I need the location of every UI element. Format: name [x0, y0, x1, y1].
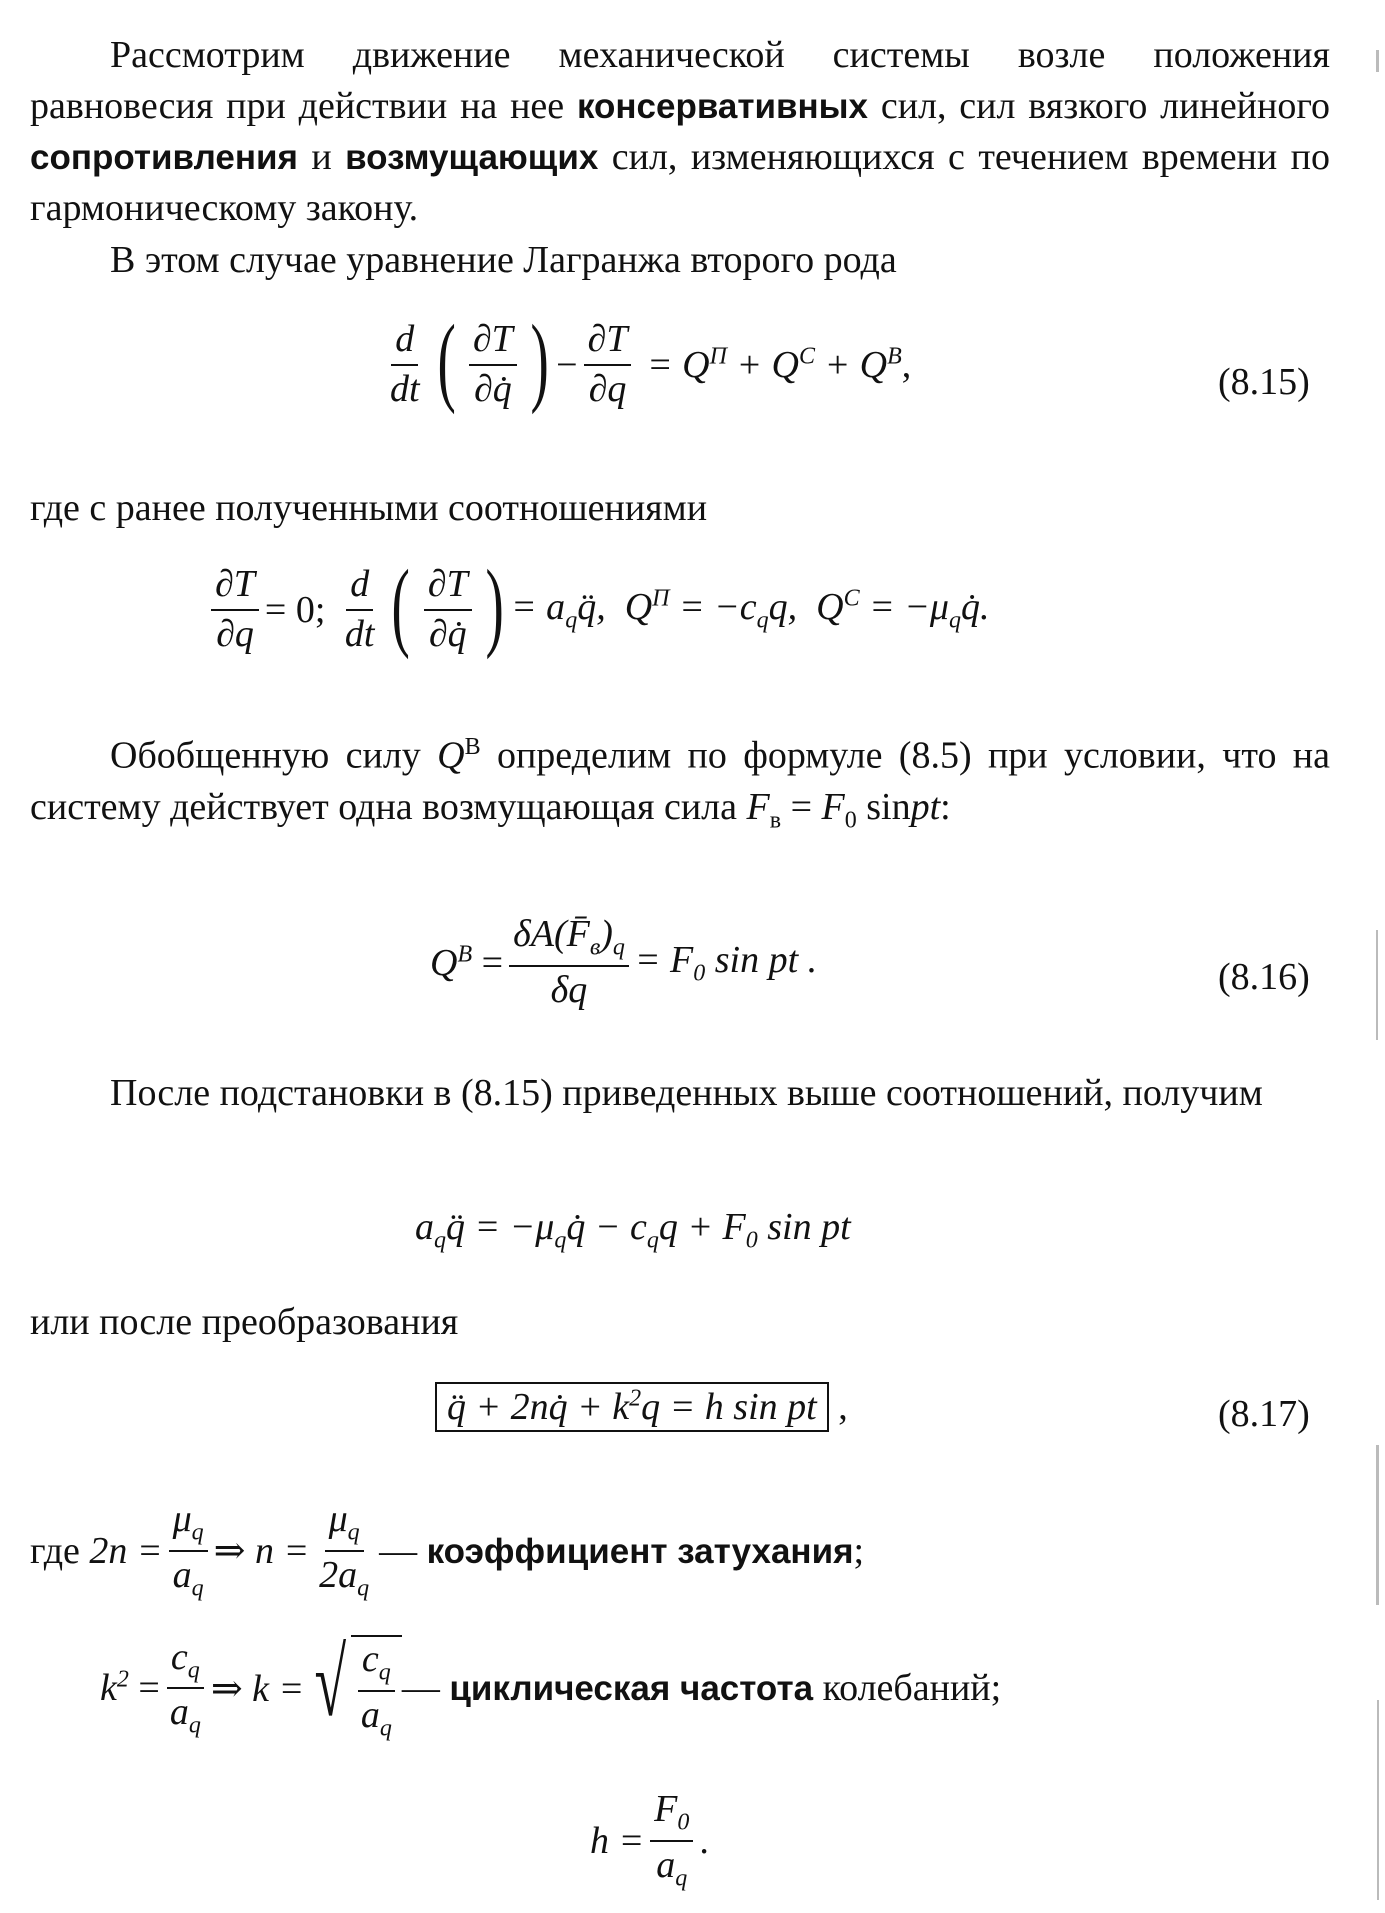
eq-term: q [565, 607, 578, 634]
text-run: — [401, 1667, 450, 1710]
eq-term: dt [344, 613, 375, 655]
bold-term-frequency: циклическая частота [449, 1669, 814, 1709]
eq-term: , [838, 1386, 848, 1428]
scan-edge-mark [1377, 1700, 1379, 1900]
eq-term: Q [816, 586, 844, 629]
eq-term: ∂q̇ [473, 368, 512, 410]
equation-8-16 [430, 915, 817, 1011]
eq-term: ∂T [211, 565, 259, 611]
eq-term: q [188, 1712, 201, 1739]
eq-term: 0 [745, 1227, 758, 1254]
eq-term: c [170, 1635, 188, 1678]
eq-term: = −c [669, 586, 757, 629]
eq-term: q̇. [960, 586, 990, 629]
eq-term: q [379, 1715, 392, 1742]
eq-term: − [556, 344, 578, 386]
equation-relations: $\frac{\partial T}{\partial q}$ = 0; $\frac{d}{dt}$ ( $\frac{\partial T}{\partial q̇}$ ) = $a_qq̈$, $Q^П = -c_qq$, $Q^C$ = $-\mu_qq̇$. [205, 565, 989, 655]
eq-term: = Q [646, 344, 710, 386]
text-run: B [464, 734, 481, 760]
eq-term: q [187, 1657, 200, 1684]
text-run: где [30, 1529, 80, 1572]
eq-term: 0 [677, 1809, 690, 1836]
text-run: pt [910, 785, 941, 828]
bold-term-damping: коэффициент затухания [426, 1531, 854, 1571]
eq-term: ∂T [584, 320, 632, 366]
text-run: и [297, 136, 346, 178]
eq-term: C [843, 585, 860, 612]
eq-term: 2 [116, 1666, 129, 1693]
eq-term: μ [172, 1498, 192, 1540]
eq-term: q [756, 607, 769, 634]
eq-term: 0 [693, 960, 706, 987]
text-run: колебаний; [813, 1667, 1002, 1710]
eq-term: 2a [319, 1553, 358, 1596]
equation-number-8-16: (8.16) [1218, 956, 1310, 998]
equation-8-17 [435, 1385, 848, 1429]
eq-term: q [347, 1519, 360, 1546]
eq-term: a [172, 1553, 192, 1596]
eq-term: q = h sin pt [641, 1386, 817, 1428]
eq-term: d [346, 565, 373, 611]
text-run: F [821, 785, 845, 828]
definition-frequency [100, 1629, 1002, 1742]
text-run: сил, сил вязкого линейного [868, 85, 1330, 127]
equation-number-8-17: (8.17) [1218, 1393, 1310, 1435]
bold-term-disturbing: возмущающих [345, 138, 599, 177]
eq-term: в [589, 934, 601, 961]
eq-term: ) [600, 913, 613, 955]
eq-term: = [481, 941, 504, 984]
eq-term: dt [390, 368, 420, 410]
eq-term: 2 [629, 1385, 642, 1412]
eq-term: q̈ = −μ [446, 1206, 555, 1248]
text-run: — [379, 1529, 427, 1572]
bold-term-conservative: консервативных [576, 87, 869, 126]
eq-term: ∂q [588, 368, 627, 410]
eq-term: q [646, 1227, 659, 1254]
eq-term: F [654, 1788, 678, 1830]
equation-8-15: $\frac{d}{dt}$ ( $\frac{\partial T}{\partial q̇}$ ) − $\frac{\partial T}{\partial q}$ = $Q^П + Q^C + Q^B$, [380, 320, 911, 410]
definition-h [590, 1790, 709, 1892]
eq-term: B [887, 343, 902, 370]
eq-term: 2n = [89, 1529, 163, 1572]
eq-term: ⇒ n = [213, 1530, 310, 1573]
scan-edge-mark [1376, 1445, 1379, 1605]
eq-term: q [378, 1659, 391, 1686]
eq-term: q [554, 1227, 567, 1254]
paragraph-lagrange-intro: В этом случае уравнение Лагранжа второго рода [110, 239, 897, 281]
eq-term: δA(F̄ [513, 913, 590, 955]
eq-term: + Q [726, 344, 799, 386]
eq-term: ∂T [469, 320, 517, 366]
equation-motion [415, 1205, 851, 1255]
text-run: сил, изменяющихся с течением времени по гармоническому закону. [30, 136, 1330, 229]
eq-term: μ [328, 1498, 348, 1540]
eq-term: = 0; [264, 589, 326, 631]
eq-term: a [360, 1693, 380, 1736]
eq-term: q̈, [577, 586, 606, 629]
eq-term: + Q [815, 344, 888, 386]
text-run: F [746, 785, 770, 828]
text-run: в [769, 807, 782, 834]
eq-term: ⇒ k = [210, 1667, 305, 1710]
definition-damping [30, 1500, 864, 1602]
eq-term: k [100, 1667, 117, 1710]
eq-term: = −μ [859, 586, 949, 629]
paragraph-relations-intro: где с ранее полученными соотношениями [30, 487, 708, 529]
eq-term: ∂q [216, 613, 254, 655]
eq-term: q̈ + 2nq̇ + k [447, 1386, 630, 1428]
text-run: : [940, 785, 951, 828]
text-run: определим по формуле (8.5) при условии, что на систему действует одна возмущающая сила [30, 734, 1330, 828]
scan-edge-mark [1376, 930, 1378, 1040]
eq-term: q, [768, 586, 798, 629]
bold-term-resistance: сопротивления [30, 138, 298, 177]
eq-term: . [699, 1819, 709, 1862]
eq-term: B [457, 941, 473, 968]
eq-term: a [415, 1206, 434, 1248]
eq-term: П [709, 343, 727, 370]
paragraph-substitution: После подстановки в (8.15) приведенных выше соотношений, получим [110, 1072, 1263, 1114]
eq-term: h = [590, 1819, 645, 1862]
paragraph-generalized-force [30, 722, 1330, 846]
eq-term: d [391, 320, 418, 366]
text-run: = [781, 785, 822, 828]
text-run: ; [853, 1529, 865, 1572]
eq-term: q [357, 1575, 370, 1602]
eq-term: Q [624, 586, 653, 629]
equation-number-8-15: (8.15) [1218, 361, 1310, 403]
scan-edge-mark [1376, 50, 1379, 72]
eq-term: a [169, 1691, 189, 1734]
text-run: Q [437, 734, 465, 777]
eq-term: ∂q̇ [428, 613, 467, 655]
eq-term: = F [634, 939, 694, 982]
text-run: Рассмотрим движение механической системы возле положения равновесия при действии на нее [30, 34, 1330, 127]
text-run: 0 [844, 807, 857, 834]
paragraph-intro [30, 30, 1330, 234]
text-run: sin [856, 785, 911, 828]
eq-term: = [138, 1667, 160, 1710]
eq-term: , [901, 344, 912, 386]
eq-term: q [434, 1227, 446, 1254]
eq-term: C [799, 343, 816, 370]
eq-term: ∂T [424, 565, 472, 611]
eq-term: q + F [658, 1206, 746, 1248]
eq-term: q [675, 1865, 688, 1892]
eq-term: q [191, 1519, 204, 1546]
paragraph-transformation: или после преобразования [30, 1301, 459, 1343]
eq-term: П [652, 585, 670, 612]
eq-term: q [612, 934, 625, 961]
eq-term: q [948, 607, 961, 634]
eq-term: c [361, 1638, 379, 1680]
eq-term: q [191, 1575, 204, 1602]
eq-term: Q [430, 941, 458, 984]
eq-term: sin pt . [705, 939, 818, 982]
boxed-equation [435, 1382, 829, 1432]
eq-term: δq [550, 968, 588, 1011]
square-root: √ $\frac{c_q}{a_q}$ [304, 1635, 402, 1742]
text-run: Обобщенную силу [110, 734, 438, 777]
eq-term: q̇ − c [566, 1206, 647, 1248]
eq-term: a [656, 1843, 676, 1886]
eq-term: = a [511, 586, 566, 629]
eq-term: sin pt [757, 1206, 851, 1248]
